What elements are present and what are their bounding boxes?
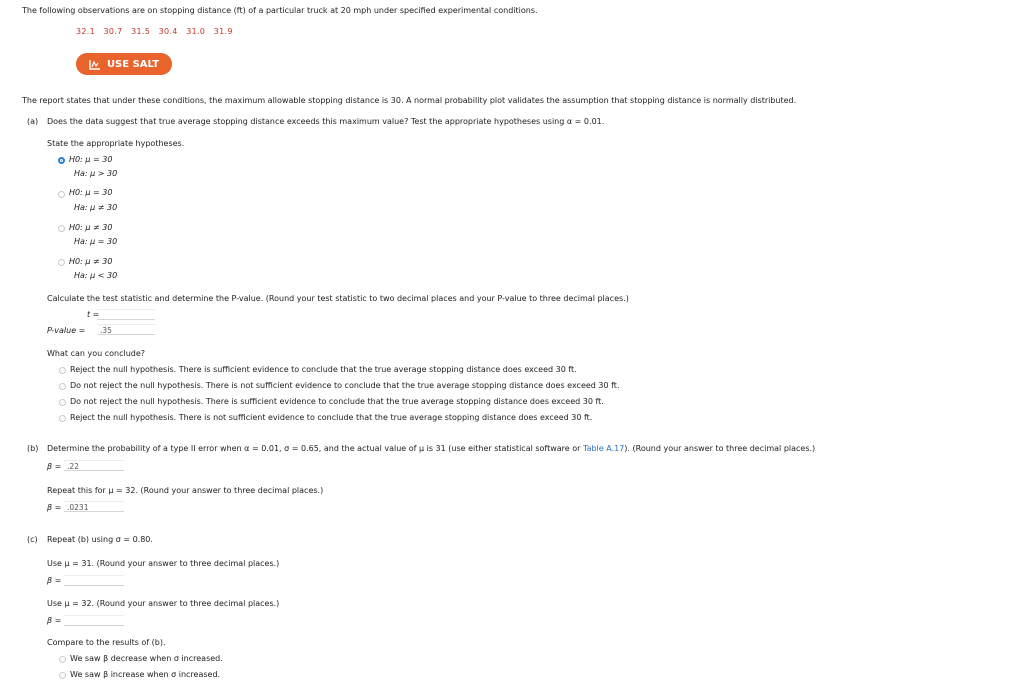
compare-prompt: Compare to the results of (b). bbox=[47, 638, 166, 647]
report-text: The report states that under these conditions, the maximum allowable stopping distance is 30. A normal probability plot validates the assumption that stopping distance is normally distributed. bbox=[22, 96, 797, 105]
repeat-question: Repeat this for μ = 32. (Round your answer to three decimal places.) bbox=[47, 486, 324, 495]
part-a-label: (a) bbox=[27, 117, 39, 126]
calc-instructions: Calculate the test statistic and determine the P-value. (Round your test statistic to two decimal places and your P-value to three decimal places.) bbox=[47, 294, 629, 303]
use-salt-label: USE SALT bbox=[106, 58, 160, 70]
observation: 30.4 bbox=[158, 27, 178, 36]
beta-c-31-input[interactable] bbox=[64, 575, 124, 586]
beta-label: β = bbox=[47, 576, 62, 585]
beta-label: β = bbox=[47, 616, 62, 625]
beta-label: β = bbox=[47, 462, 62, 471]
hypothesis-h0: H0: μ = 30 bbox=[69, 155, 113, 164]
t-label: t = bbox=[87, 310, 100, 319]
t-statistic-input[interactable] bbox=[97, 309, 155, 320]
conclusion-radio-1[interactable] bbox=[59, 367, 66, 374]
part-b-label: (b) bbox=[27, 444, 39, 453]
state-hypotheses-prompt: State the appropriate hypotheses. bbox=[47, 139, 185, 148]
observations-list bbox=[76, 27, 233, 36]
p-value-input[interactable]: .35 bbox=[97, 324, 155, 335]
hypothesis-ha: Ha: μ < 30 bbox=[74, 271, 118, 280]
salt-chart-icon bbox=[89, 59, 101, 70]
part-b-question bbox=[47, 444, 815, 453]
beta-label: β = bbox=[47, 503, 62, 512]
part-a-question: Does the data suggest that true average stopping distance exceeds this maximum value? Test the appropriate hypotheses using α = 0.01. bbox=[47, 117, 605, 126]
hypothesis-radio-2[interactable] bbox=[58, 191, 65, 198]
observation: 31.0 bbox=[186, 27, 206, 36]
part-c-label: (c) bbox=[27, 535, 38, 544]
hypothesis-h0: H0: μ = 30 bbox=[69, 188, 113, 197]
hypothesis-radio-3[interactable] bbox=[58, 225, 65, 232]
conclusion-text: Do not reject the null hypothesis. There is sufficient evidence to conclude that the true average stopping distance does exceed 30 ft. bbox=[70, 397, 604, 406]
use-mu-31-prompt: Use μ = 31. (Round your answer to three decimal places.) bbox=[47, 559, 280, 568]
conclude-question: What can you conclude? bbox=[47, 349, 146, 358]
observation: 31.5 bbox=[131, 27, 151, 36]
beta-32-input[interactable]: .0231 bbox=[64, 501, 124, 512]
p-value-label: P-value = bbox=[47, 326, 86, 335]
conclusion-radio-4[interactable] bbox=[59, 415, 66, 422]
observation: 30.7 bbox=[103, 27, 123, 36]
table-a17-link[interactable]: Table A.17 bbox=[583, 444, 625, 453]
observation: 32.1 bbox=[76, 27, 96, 36]
conclusion-radio-2[interactable] bbox=[59, 383, 66, 390]
observation: 31.9 bbox=[213, 27, 233, 36]
part-b-question-post: ). (Round your answer to three decimal places.) bbox=[624, 444, 816, 453]
part-b-question-pre: Determine the probability of a type II error when α = 0.01, σ = 0.65, and the actual value of μ is 31 (use either statistical software or bbox=[47, 444, 581, 453]
hypothesis-h0: H0: μ ≠ 30 bbox=[69, 257, 113, 266]
compare-option: We saw β decrease when σ increased. bbox=[70, 654, 223, 663]
beta-31-input[interactable]: .22 bbox=[64, 460, 124, 471]
problem-intro: The following observations are on stopping distance (ft) of a particular truck at 20 mph under specified experimental conditions. bbox=[22, 6, 538, 15]
compare-radio-2[interactable] bbox=[59, 672, 66, 679]
hypothesis-radio-4[interactable] bbox=[58, 259, 65, 266]
hypothesis-ha: Ha: μ > 30 bbox=[74, 169, 118, 178]
conclusion-radio-3[interactable] bbox=[59, 399, 66, 406]
conclusion-text: Do not reject the null hypothesis. There is not sufficient evidence to conclude that the true average stopping distance does exceed 30 ft. bbox=[70, 381, 620, 390]
use-mu-32-prompt: Use μ = 32. (Round your answer to three decimal places.) bbox=[47, 599, 280, 608]
compare-radio-1[interactable] bbox=[59, 656, 66, 663]
beta-c-32-input[interactable] bbox=[64, 615, 124, 626]
conclusion-text: Reject the null hypothesis. There is sufficient evidence to conclude that the true average stopping distance does exceed 30 ft. bbox=[70, 365, 577, 374]
compare-option: We saw β increase when σ increased. bbox=[70, 670, 221, 679]
hypothesis-ha: Ha: μ ≠ 30 bbox=[74, 203, 118, 212]
conclusion-text: Reject the null hypothesis. There is not sufficient evidence to conclude that the true average stopping distance does exceed 30 ft. bbox=[70, 413, 593, 422]
hypothesis-radio-1[interactable] bbox=[58, 157, 65, 164]
part-c-question: Repeat (b) using σ = 0.80. bbox=[47, 535, 153, 544]
hypothesis-h0: H0: μ ≠ 30 bbox=[69, 223, 113, 232]
use-salt-button[interactable] bbox=[76, 53, 172, 75]
hypothesis-ha: Ha: μ = 30 bbox=[74, 237, 118, 246]
